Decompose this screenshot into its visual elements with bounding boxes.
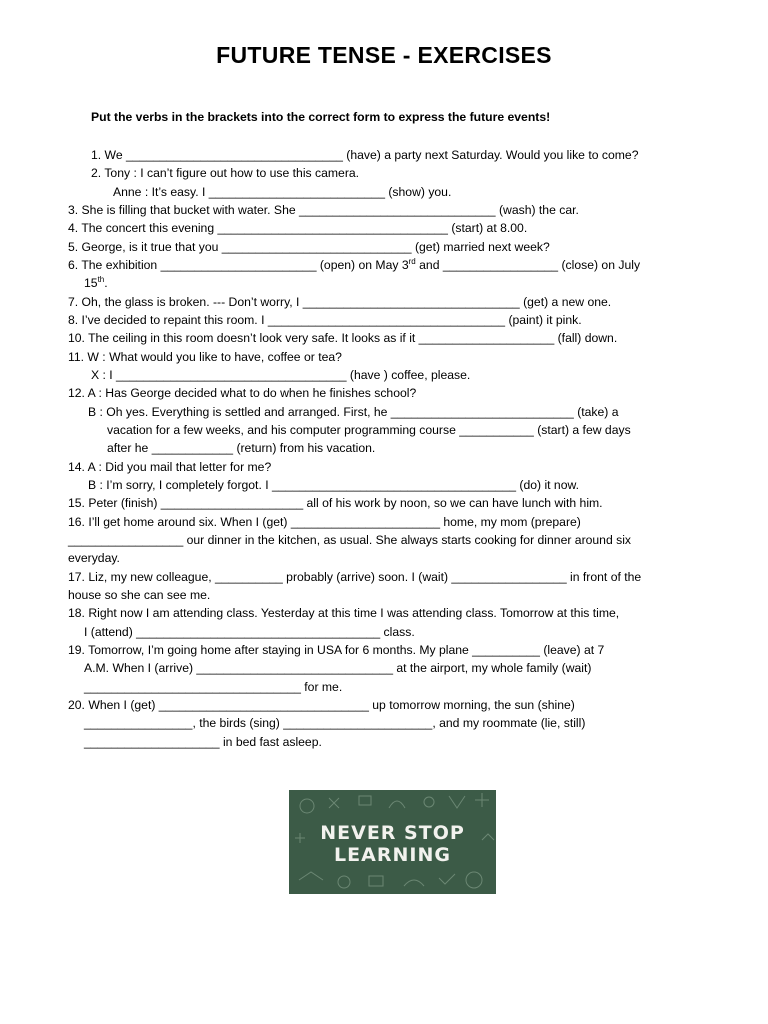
exercise-12-cont1: vacation for a few weeks, and his computer programming course ___________ (start) a few days [107, 423, 631, 437]
exercise-11: 11. W : What would you like to have, coffee or tea? [68, 350, 342, 364]
exercise-4: 4. The concert this evening __________________________________ (start) at 8.00. [68, 221, 528, 235]
exercise-17: 17. Liz, my new colleague, __________ probably (arrive) soon. I (wait) _________________ in front of the [68, 570, 642, 584]
exercise-20: 20. When I (get) _______________________________ up tomorrow morning, the sun (shine) [68, 698, 575, 712]
exercise-6-period: . [104, 276, 108, 290]
superscript-th: th [97, 274, 105, 284]
exercise-16-cont2: everyday. [68, 551, 120, 565]
exercise-14: 14. A : Did you mail that letter for me? [68, 460, 272, 474]
superscript-rd: rd [408, 256, 416, 266]
exercise-18: 18. Right now I am attending class. Yesterday at this time I was attending class. Tomorrow at this time, [68, 606, 620, 620]
exercise-6-tail: and _________________ (close) on July [415, 258, 641, 272]
instruction-text: Put the verbs in the brackets into the correct form to express the future events! [91, 110, 551, 124]
exercise-15: 15. Peter (finish) _____________________ all of his work by noon, so we can have lunch with him. [68, 496, 603, 510]
exercise-16-cont1: _________________ our dinner in the kitchen, as usual. She always starts cooking for dinner around six [68, 533, 632, 547]
exercise-10: 10. The ceiling in this room doesn’t look very safe. It looks as if it ____________________ (fall) down. [68, 331, 618, 345]
exercise-2-answer: Anne : It’s easy. I __________________________ (show) you. [113, 185, 452, 199]
exercise-20-cont2: ____________________ in bed fast asleep. [84, 735, 322, 749]
exercise-1: 1. We ________________________________ (have) a party next Saturday. Would you like to come? [91, 148, 639, 162]
exercise-12-cont2: after he ____________ (return) from his vacation. [107, 441, 376, 455]
exercise-12: 12. A : Has George decided what to do when he finishes school? [68, 386, 417, 400]
exercise-12-answer: B : Oh yes. Everything is settled and arranged. First, he ___________________________ (take) a [88, 405, 619, 419]
page-title: FUTURE TENSE - EXERCISES [216, 42, 552, 68]
exercise-2: 2. Tony : I can’t figure out how to use this camera. [91, 166, 360, 180]
exercise-11-answer: X : I __________________________________ (have ) coffee, please. [91, 368, 471, 382]
badge-line-1: NEVER STOP [320, 822, 465, 844]
exercise-6-day: 15 [84, 276, 98, 290]
badge-line-2: LEARNING [334, 844, 451, 866]
exercise-14-answer: B : I’m sorry, I completely forgot. I ____________________________________ (do) it now. [88, 478, 579, 492]
never-stop-learning-image [289, 790, 496, 894]
exercise-7: 7. Oh, the glass is broken. --- Don’t worry, I ________________________________ (get) a new one. [68, 295, 612, 309]
exercise-6 [68, 258, 640, 273]
exercise-5: 5. George, is it true that you ____________________________ (get) married next week? [68, 240, 550, 254]
exercise-18-cont: I (attend) ____________________________________ class. [84, 625, 415, 639]
exercise-3: 3. She is filling that bucket with water. She _____________________________ (wash) the car. [68, 203, 579, 217]
exercise-20-cont1: ________________, the birds (sing) ______________________, and my roommate (lie, still) [84, 716, 586, 730]
exercise-19-cont1: A.M. When I (arrive) _____________________________ at the airport, my whole family (wait) [84, 661, 592, 675]
exercise-19: 19. Tomorrow, I’m going home after staying in USA for 6 months. My plane __________ (leave) at 7 [68, 643, 605, 657]
exercise-6-text: 6. The exhibition _______________________ (open) on May 3 [68, 258, 409, 272]
exercise-19-cont2: ________________________________ for me. [84, 680, 343, 694]
exercise-8: 8. I’ve decided to repaint this room. I ___________________________________ (paint) it pink. [68, 313, 582, 327]
exercise-17-cont: house so she can see me. [68, 588, 211, 602]
exercise-6-cont [84, 276, 108, 291]
exercise-16: 16. I’ll get home around six. When I (get) ______________________ home, my mom (prepare) [68, 515, 581, 529]
